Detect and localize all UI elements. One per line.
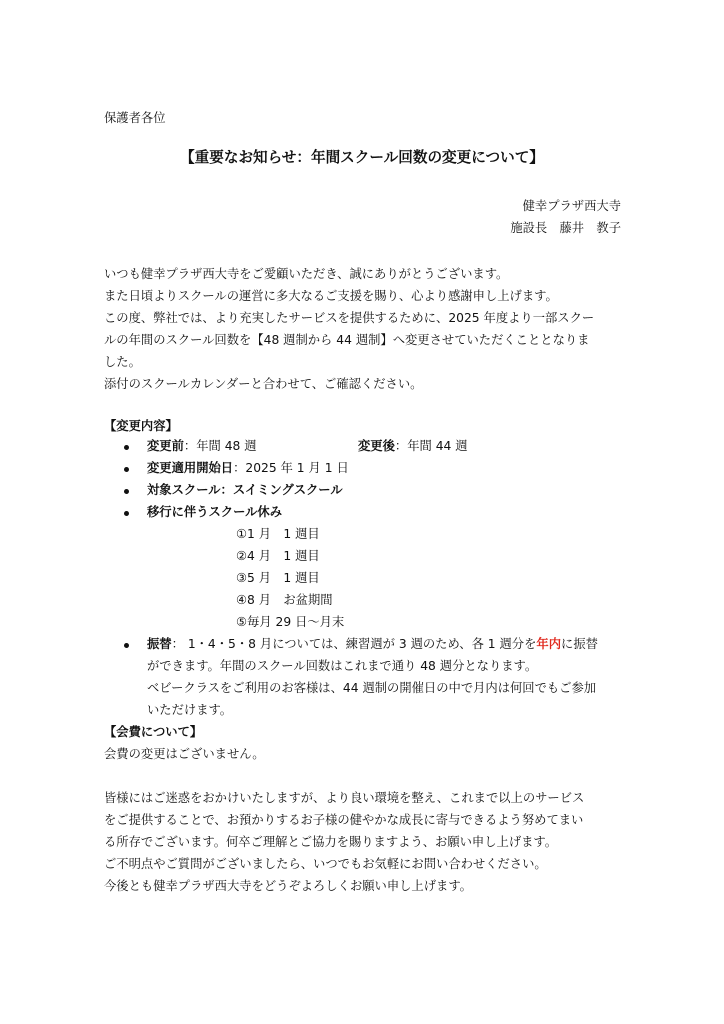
- closing-line: 今後とも健幸プラザ西大寺をどうぞよろしくお願い申し上げます。: [104, 879, 472, 893]
- break-item: ①1 月 1 週目: [236, 527, 320, 541]
- closing-line: をご提供することで、お預かりするお子様の健やかな成長に寄与できるよう努めてまい: [104, 813, 584, 827]
- change-start-date: [147, 460, 349, 476]
- bullet-icon: [124, 489, 129, 494]
- transfer-line-4: いただけます。: [147, 703, 233, 717]
- start-value: ：2025 年 1 月 1 日: [233, 461, 349, 475]
- bullet-icon: [124, 445, 129, 450]
- closing-line: ご不明点やご質問がございましたら、いつでもお気軽にお問い合わせください。: [104, 857, 547, 871]
- transfer-label: 振替: [147, 637, 172, 651]
- start-label: 変更適用開始日: [147, 461, 234, 475]
- fees-text: 会費の変更はございません。: [104, 747, 265, 761]
- closing-line: る所存でございます。何卒ご理解とご協力を賜りますよう、お願い申し上げます。: [104, 835, 558, 849]
- closing-line: 皆様にはご迷惑をおかけいたしますが、より良い環境を整え、これまで以上のサービス: [104, 791, 585, 805]
- after-label: 変更後: [358, 439, 395, 453]
- fees-heading: 【会費について】: [104, 725, 203, 739]
- break-item: ②4 月 1 週目: [236, 549, 320, 563]
- intro-line: ルの年間のスクール回数を【48 週制から 44 週制】へ変更させていただくこととなりま: [104, 333, 590, 347]
- break-item: ⑤毎月 29 日～月末: [236, 615, 345, 629]
- breaks-label: 移行に伴うスクール休み: [147, 505, 283, 519]
- after-value: ：年間 44 週: [394, 439, 468, 453]
- transfer-line-3: ベビークラスをご利用のお客様は、44 週制の開催日の中で月内は何回でもご参加: [147, 681, 597, 695]
- break-item: ③5 月 1 週目: [236, 571, 320, 585]
- intro-line: した。: [104, 355, 141, 369]
- intro-line: この度、弊社では、より充実したサービスを提供するために、2025 年度より一部スクー: [104, 311, 595, 325]
- bullet-icon: [124, 467, 129, 472]
- before-label: 変更前: [147, 439, 184, 453]
- sender-manager: 施設長 藤井 教子: [510, 221, 621, 235]
- transfer-line-2: ができます。年間のスクール回数はこれまで通り 48 週分となります。: [147, 659, 538, 673]
- intro-line: また日頃よりスクールの運営に多大なるご支援を賜り、心より感謝申し上げます。: [104, 289, 558, 303]
- intro-line: いつも健幸プラザ西大寺をご愛顧いただき、誠にありがとうございます。: [104, 267, 509, 281]
- break-item: ④8 月 お盆期間: [236, 593, 333, 607]
- changes-heading: 【変更内容】: [104, 419, 178, 433]
- before-value: ：年間 48 週: [183, 439, 257, 453]
- document-title: 【重要なお知らせ：年間スクール回数の変更について】: [180, 149, 544, 166]
- change-before: [147, 438, 257, 454]
- transfer-text-a: ： 1・4・5・8 月については、練習週が 3 週のため、各 1 週分を: [171, 637, 537, 651]
- bullet-icon: [124, 643, 129, 648]
- transfer-emphasis: 年内: [536, 637, 562, 651]
- sender-facility: 健幸プラザ西大寺: [522, 199, 621, 213]
- transfer-text-b: に振替: [561, 637, 598, 651]
- salutation: 保護者各位: [104, 111, 166, 125]
- change-target: 対象スクール：スイミングスクール: [147, 483, 343, 497]
- change-after: [358, 438, 468, 454]
- intro-line: 添付のスクールカレンダーと合わせて、ご確認ください。: [104, 377, 423, 391]
- transfer-line-1: [147, 636, 598, 652]
- bullet-icon: [124, 511, 129, 516]
